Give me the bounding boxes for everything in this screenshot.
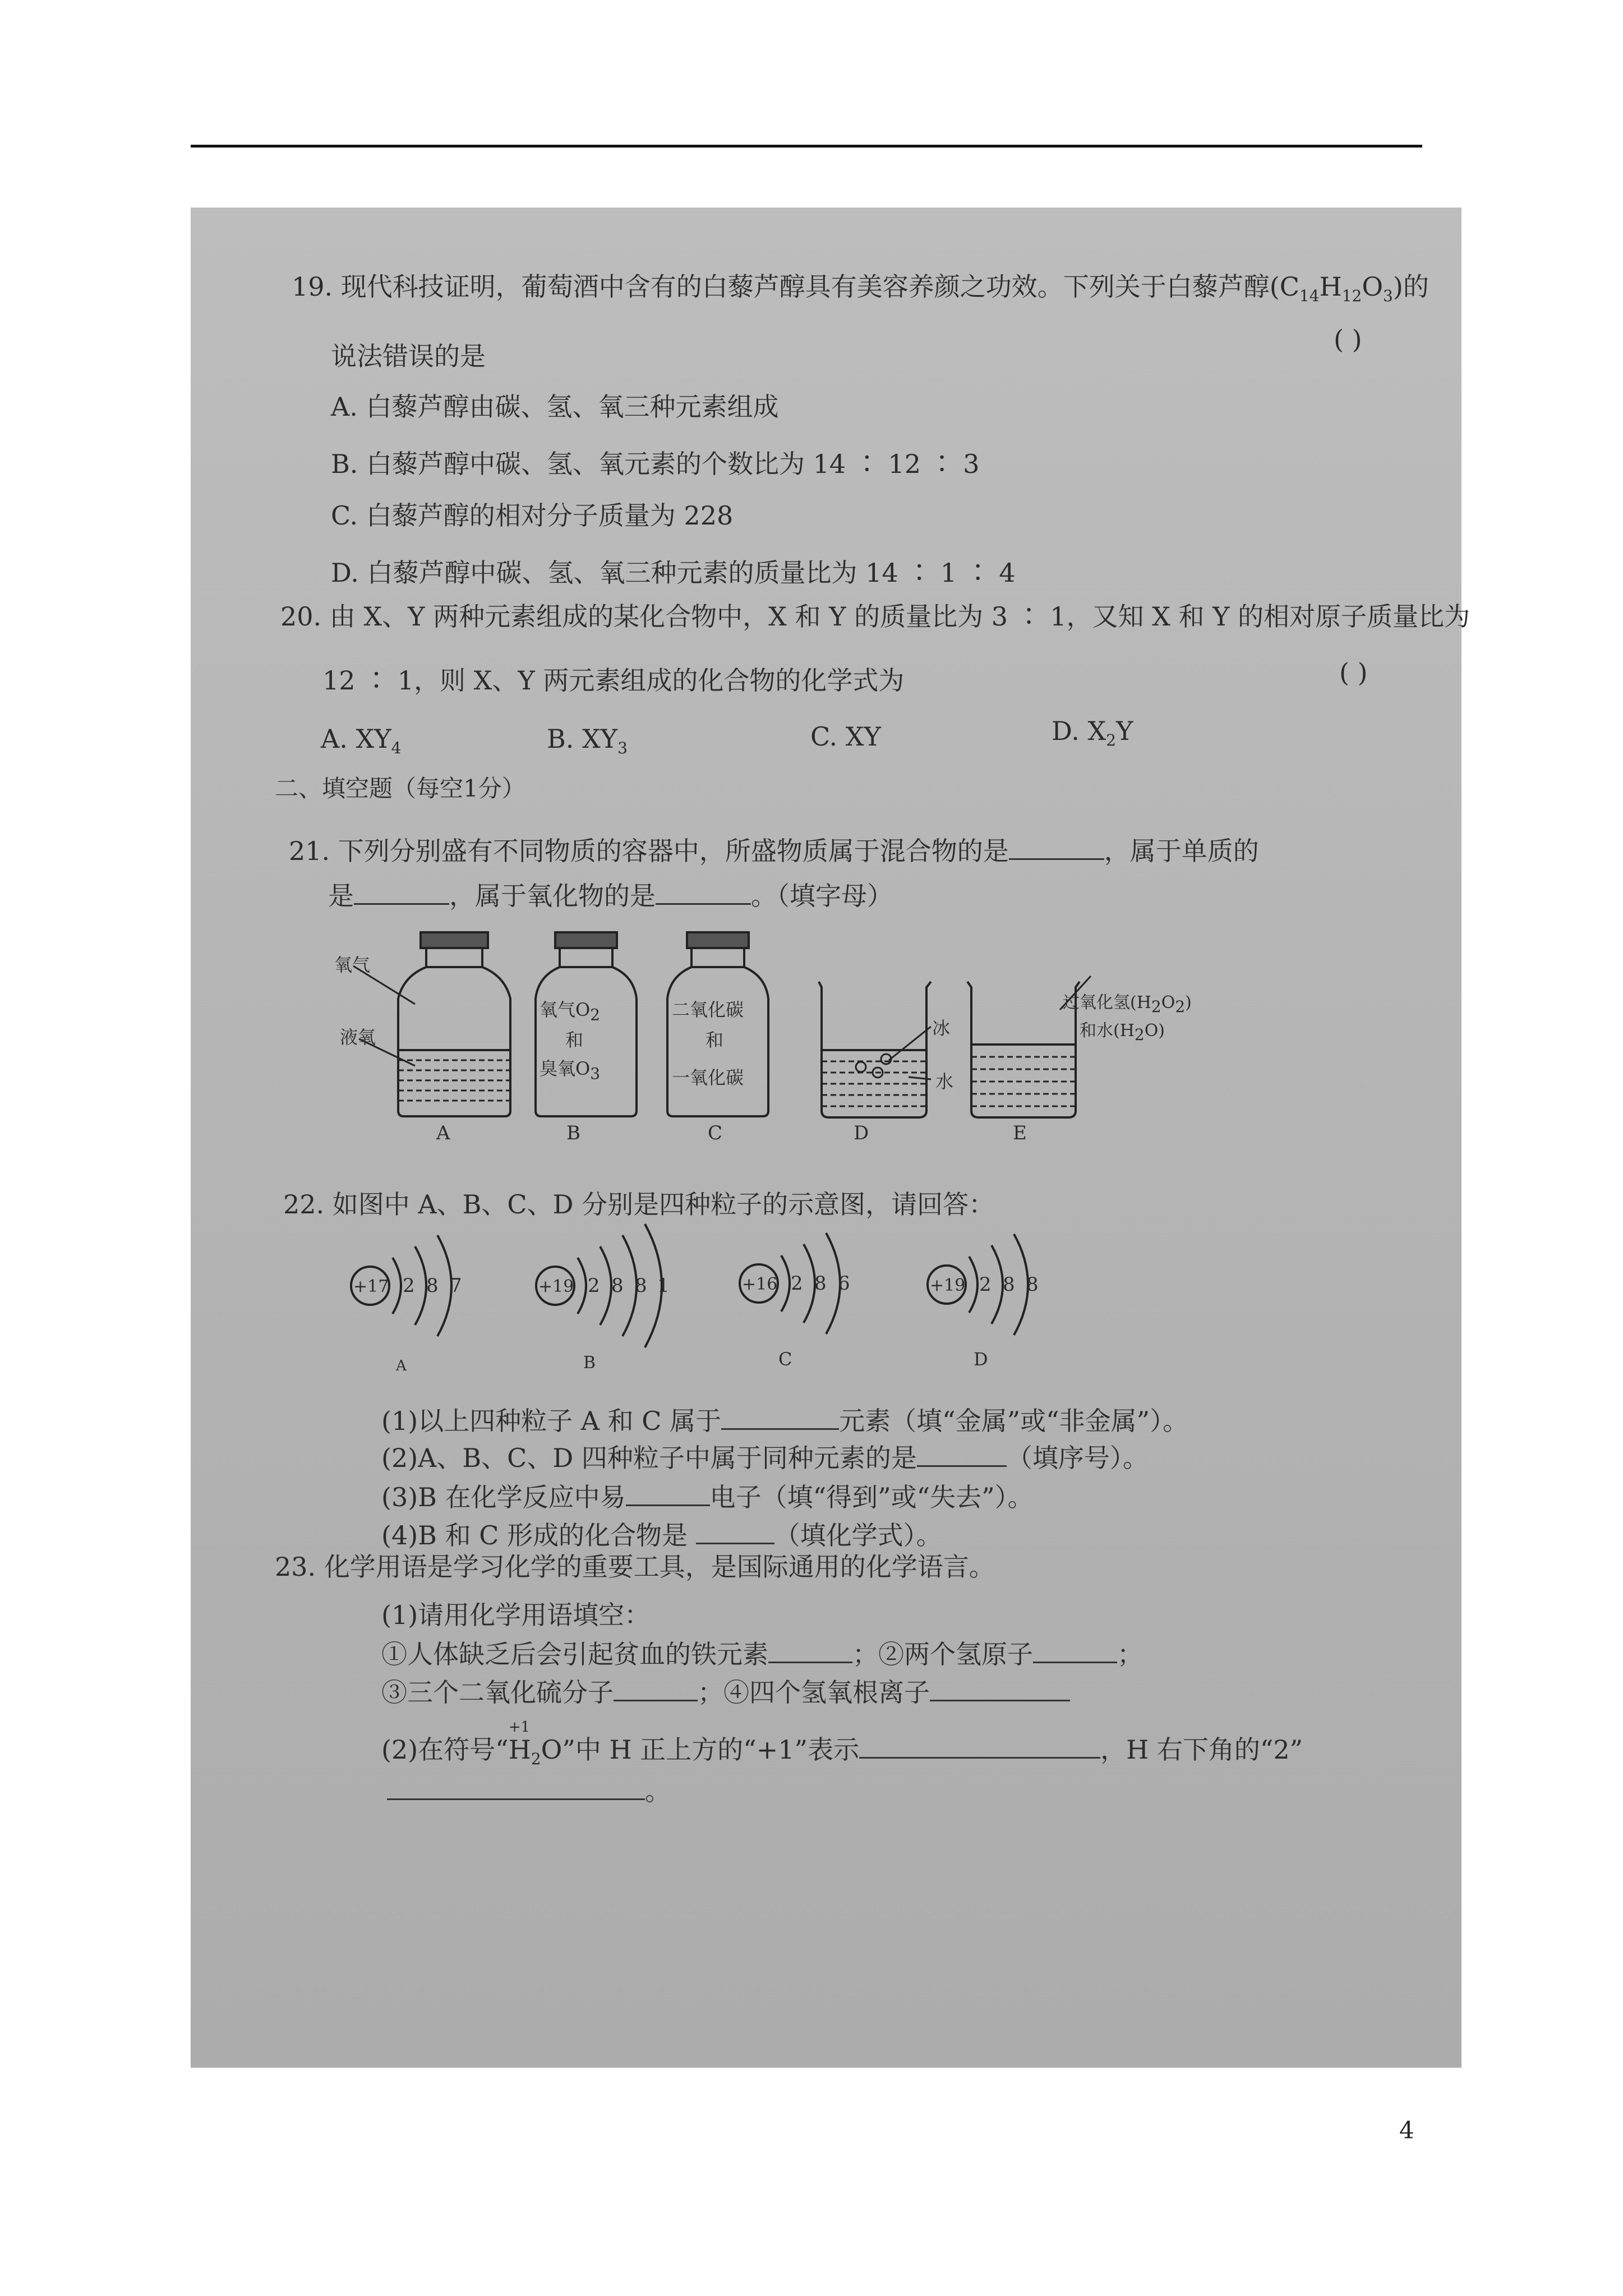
q21-d-water-label: 水 (935, 1071, 954, 1092)
q19-option-d: D. 白藜芦醇中碳、氢、氧三种元素的质量比为 14 ∶ 1 ∶ 4 (331, 558, 1016, 588)
q23-line: 23. 化学用语是学习化学的重要工具，是国际通用的化学语言。 (275, 1552, 995, 1582)
q21-caption-d: D (854, 1122, 869, 1144)
atom-b-shell-4: 1 (657, 1274, 670, 1297)
q22-line: 22. 如图中 A、B、C、D 分别是四种粒子的示意图，请回答： (283, 1189, 995, 1220)
atom-a-shell-3: 7 (450, 1274, 462, 1297)
atom-b-shell-2: 8 (611, 1274, 624, 1297)
q23-part1: (1)请用化学用语填空： (381, 1600, 651, 1630)
q21-c-label-line1: 二氧化碳 (672, 999, 744, 1020)
q20-line1: 20. 由 X、Y 两种元素组成的某化合物中，X 和 Y 的质量比为 3 ∶ 1，又知 X 和 Y 的相对原子质量比为 (280, 601, 1470, 632)
q21-c-label-line3: 一氧化碳 (672, 1067, 744, 1088)
q21-b-label-line2: 和 (565, 1029, 584, 1051)
q21-line1: 21. 下列分别盛有不同物质的容器中，所盛物质属于混合物的是 ，属于单质的 (289, 836, 1259, 866)
q23-valence-mark: +1 (508, 1719, 531, 1736)
atom-d-shell-2: 8 (1003, 1273, 1015, 1296)
q21-caption-a: A (436, 1122, 450, 1144)
atom-b-nucleus: +19 (538, 1277, 574, 1296)
q22-blank-1[interactable] (721, 1428, 839, 1430)
page-number: 4 (1399, 2116, 1414, 2144)
q20-answer-paren[interactable]: ( ) (1339, 657, 1368, 688)
q21-b-label-line3: 臭氧$O_3$ (540, 1058, 601, 1083)
q19-line2: 说法错误的是 (331, 341, 486, 371)
atom-d-caption: D (974, 1349, 988, 1370)
q23-blank-hydroxide[interactable] (930, 1700, 1070, 1701)
q23-part2-cont: 。 (387, 1778, 671, 1804)
q21-a-label-top: 氧气 (334, 954, 371, 976)
atom-c-shell-1: 2 (791, 1272, 803, 1295)
q20-line2: 12 ∶ 1，则 X、Y 两元素组成的化合物的化学式为 (322, 665, 905, 696)
q22-sub1: (1)以上四种粒子 A 和 C 属于 元素（填“金属”或“非金属”）。 (381, 1406, 1189, 1436)
q19-answer-paren[interactable]: ( ) (1334, 324, 1362, 355)
q23-row1: ①人体缺乏后会引起贫血的铁元素 ；②两个氢原子 ； (381, 1639, 1143, 1669)
q21-e-label-line1: 过氧化氢$(H_2O_2)$ (1063, 993, 1192, 1016)
header-rule (191, 145, 1422, 148)
q21-d-ice-label: 冰 (932, 1018, 951, 1039)
q19-option-a: A. 白藜芦醇由碳、氢、氧三种元素组成 (331, 392, 779, 422)
q22-blank-3[interactable] (626, 1504, 710, 1506)
q22-blank-2[interactable] (917, 1465, 1007, 1467)
q22-atom-diagrams (336, 1223, 1110, 1391)
q21-caption-b: B (566, 1122, 580, 1144)
atom-b-caption: B (583, 1353, 596, 1373)
q22-sub2: (2)A、B、C、D 四种粒子中属于同种元素的是 （填序号）。 (381, 1443, 1149, 1473)
q21-a-label-bottom: 液氧 (340, 1027, 376, 1048)
atom-c-shell-3: 6 (838, 1272, 850, 1295)
atom-d-shell-1: 2 (979, 1273, 992, 1296)
q23-row2: ③三个二氧化硫分子 ；④四个氢氧根离子 (381, 1680, 1070, 1705)
q22-blank-4[interactable] (696, 1543, 774, 1544)
atom-d-nucleus: +19 (930, 1276, 966, 1295)
q20-option-c: C. XY (810, 721, 881, 752)
atom-b-shell-1: 2 (588, 1274, 600, 1297)
atom-a-nucleus: +17 (353, 1277, 389, 1296)
q23-blank-hydrogen-atoms[interactable] (1033, 1662, 1117, 1663)
q21-blank-oxide[interactable] (656, 903, 751, 905)
q22-sub4: (4)B 和 C 形成的化合物是 （填化学式）。 (381, 1520, 942, 1550)
q21-caption-c: C (708, 1122, 723, 1144)
atom-c-shell-2: 8 (814, 1272, 827, 1295)
q21-caption-e: E (1013, 1122, 1027, 1144)
q20-option-a: A. $XY_4$ (321, 724, 402, 758)
q19-line1: 19. 现代科技证明，葡萄酒中含有的白藜芦醇具有美容养颜之功效。下列关于白藜芦醇$(C_{14}H_{12}O_3)$的 (292, 272, 1429, 306)
atom-c-nucleus: +16 (742, 1274, 778, 1294)
q21-blank-element[interactable] (354, 903, 449, 905)
atom-d-shell-3: 8 (1026, 1273, 1039, 1296)
q23-blank-valence[interactable] (859, 1757, 1100, 1759)
q19-option-b: B. 白藜芦醇中碳、氢、氧元素的个数比为 14 ∶ 12 ∶ 3 (331, 449, 980, 479)
q23-blank-so2[interactable] (614, 1700, 698, 1701)
atom-a-caption: A (396, 1358, 407, 1374)
q21-line2: 是 ，属于氧化物的是 。（填字母） (328, 881, 893, 911)
q21-b-label-line1: 氧气$O_2$ (540, 999, 601, 1024)
q19-option-c: C. 白藜芦醇的相对分子质量为 228 (331, 500, 734, 531)
atom-c-caption: C (778, 1349, 792, 1370)
q22-sub3: (3)B 在化学反应中易 电子（填“得到”或“失去”）。 (381, 1482, 1034, 1512)
atom-a-shell-1: 2 (403, 1274, 415, 1297)
q23-blank-iron[interactable] (768, 1662, 852, 1663)
q23-blank-subscript[interactable] (387, 1798, 645, 1800)
section-title: 二、填空题（每空1分） (275, 775, 525, 802)
atom-a-shell-2: 8 (426, 1274, 439, 1297)
q21-c-label-line2: 和 (706, 1029, 724, 1051)
q21-e-label-line2: 和水$(H_2O)$ (1080, 1021, 1165, 1044)
atom-b-shell-3: 8 (635, 1274, 647, 1297)
q20-option-d: D. $X_2Y$ (1052, 716, 1133, 750)
q20-option-b: B. $XY_3$ (547, 724, 628, 758)
q21-blank-mixture[interactable] (1009, 858, 1104, 860)
q23-part2: (2)在符号“ +1 $H_2O$”中 H 正上方的“+1”表示 ，H 右下角的“2” (381, 1719, 1303, 1769)
